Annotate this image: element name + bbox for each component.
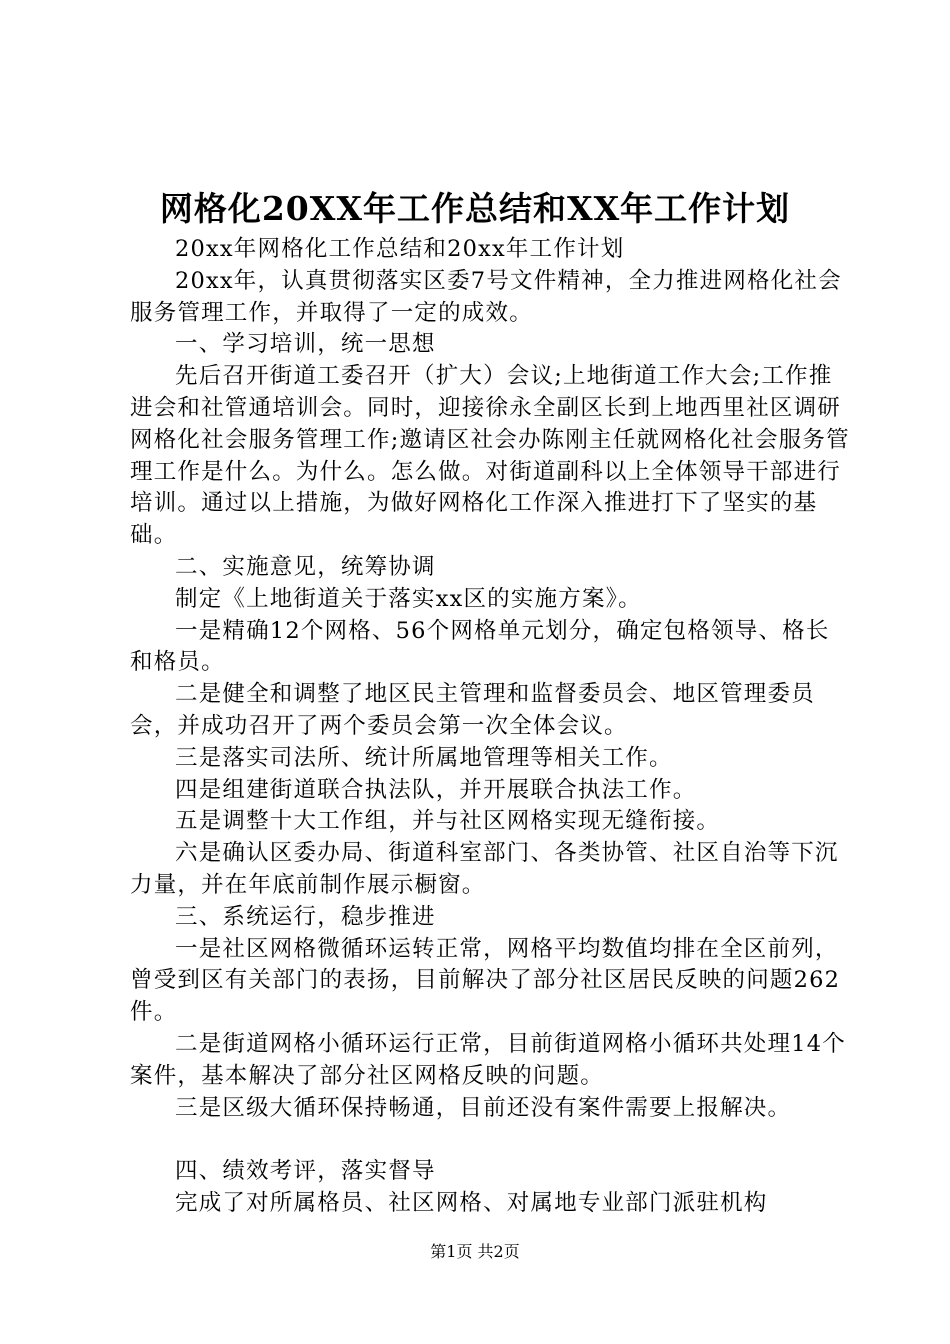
paragraph: 四是组建街道联合执法队，并开展联合执法工作。 bbox=[175, 776, 697, 803]
paragraph: 三是区级大循环保持畅通，目前还没有案件需要上报解决。 bbox=[175, 1094, 792, 1121]
paragraph: 五是调整十大工作组，并与社区网格实现无缝衔接。 bbox=[175, 808, 721, 835]
paragraph: 一是社区网格微循环运转正常，网格平均数值均排在全区前列，曾受到区有关部门的表扬，目前解决了部分社区居民反映的问题262件。 bbox=[130, 935, 841, 1026]
section-heading: 一、学习培训，统一思想 bbox=[175, 331, 436, 358]
paragraph: 三是落实司法所、统计所属地管理等相关工作。 bbox=[175, 744, 673, 771]
document-body bbox=[130, 234, 850, 1220]
section-heading: 四、绩效考评，落实督导 bbox=[175, 1158, 436, 1185]
paragraph: 二是街道网格小循环运行正常，目前街道网格小循环共处理14个案件，基本解决了部分社区网格反映的问题。 bbox=[130, 1030, 846, 1089]
paragraph: 二是健全和调整了地区民主管理和监督委员会、地区管理委员会，并成功召开了两个委员会第一次全体会议。 bbox=[130, 681, 815, 739]
section-heading: 二、实施意见，统筹协调 bbox=[175, 553, 436, 580]
page-number: 第1页 共2页 bbox=[430, 1242, 520, 1261]
paragraph: 一是精确12个网格、56个网格单元划分，确定包格领导、格长和格员。 bbox=[130, 617, 830, 676]
paragraph: 20xx年网格化工作总结和20xx年工作计划 bbox=[175, 236, 625, 262]
blank-line bbox=[130, 1124, 850, 1156]
paragraph: 完成了对所属格员、社区网格、对属地专业部门派驻机构 bbox=[175, 1189, 768, 1216]
section-heading: 三、系统运行，稳步推进 bbox=[175, 903, 436, 930]
paragraph: 先后召开街道工委召开（扩大）会议;上地街道工作大会;工作推进会和社管通培训会。同时，迎接徐永全副区长到上地西里社区调研网格化社会服务管理工作;邀请区社会办陈刚主任就网格化社会服务管理工作是什么。为什么。怎么做。对街道副科以上全体领导干部进行培训。通过以上措施，为做好网格化工作深入推进打下了坚实的基础。 bbox=[130, 363, 850, 549]
paragraph: 六是确认区委办局、街道科室部门、各类协管、社区自治等下沉力量，并在年底前制作展示橱窗。 bbox=[130, 840, 839, 898]
document-title: 网格化20XX年工作总结和XX年工作计划 bbox=[159, 189, 791, 228]
paragraph: 20xx年，认真贯彻落实区委7号文件精神，全力推进网格化社会服务管理工作，并取得了一定的成效。 bbox=[130, 267, 842, 326]
paragraph: 制定《上地街道关于落实xx区的实施方案》。 bbox=[175, 585, 642, 612]
